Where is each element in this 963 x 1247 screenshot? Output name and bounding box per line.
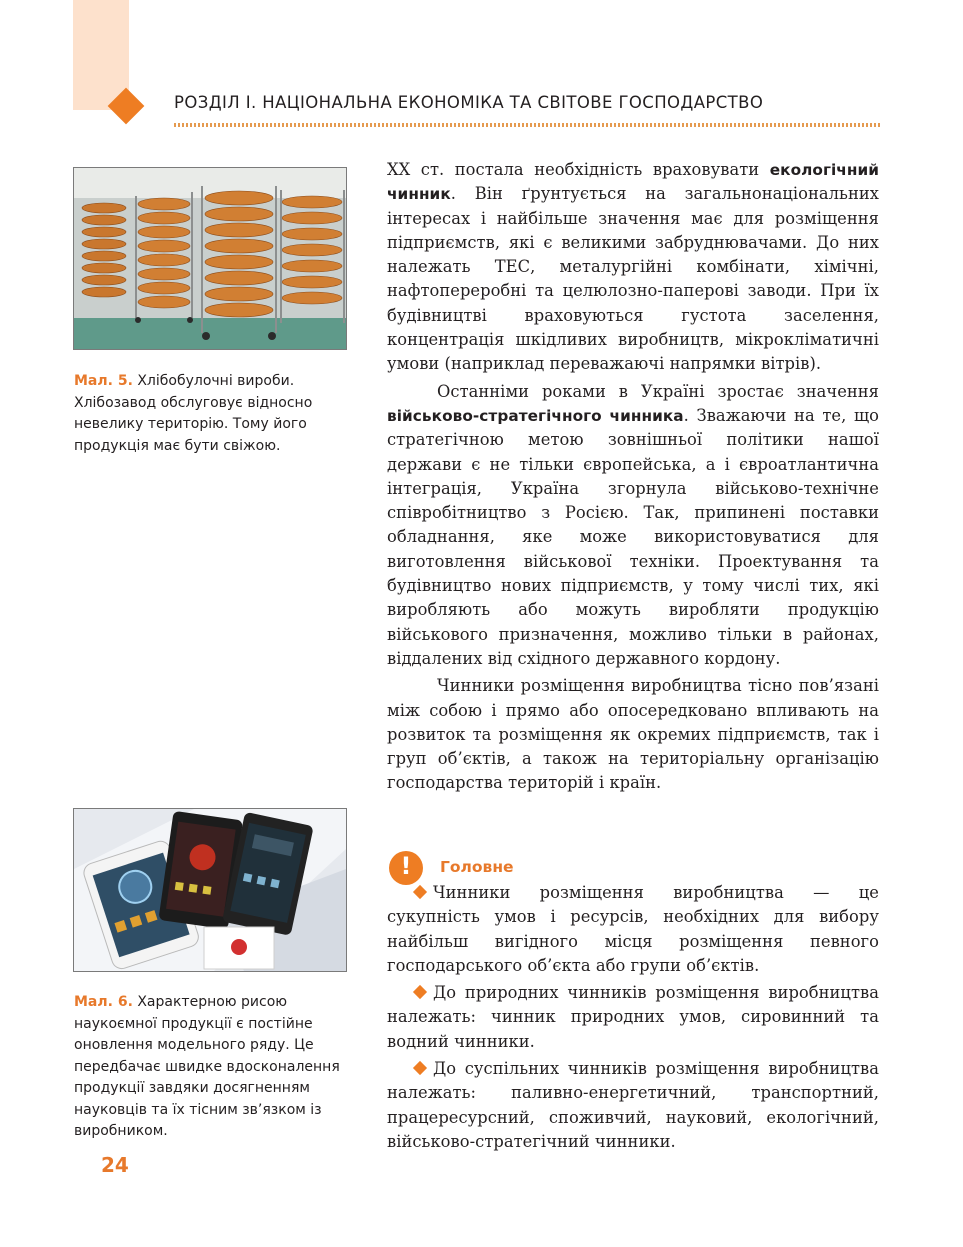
main-text	[387, 158, 879, 799]
diamond-bullet-icon	[413, 885, 427, 899]
paragraph-ecological	[387, 158, 879, 377]
key-point-text: Чинники розміщення виробництва — це сукупність умов і ресурсів, необхідних для вибору найбільш вигідного місця розміщення певного господарського об’єкта або групи об’єктів.	[387, 883, 879, 975]
key-points-title: Головне	[440, 858, 514, 876]
figure-6-label: Мал. 6.	[74, 994, 133, 1010]
paragraph-military	[387, 380, 879, 672]
figure-6-text: Характерною рисою наукоємної продукції є постійне оновлення модельного ряду. Це передбачає швидке вдосконалення продукції завдяки досягненням науковців та їх тісним зв’язком із виробником.	[74, 994, 340, 1139]
figure-5-caption	[74, 371, 346, 457]
diamond-bullet-icon	[413, 1061, 427, 1075]
figure-5-text: Хлібобулочні вироби. Хлібозавод обслуговує відносно невелику територію. Тому його продукція має бути свіжою.	[74, 373, 313, 454]
section-title: РОЗДІЛ І. НАЦІОНАЛЬНА ЕКОНОМІКА ТА СВІТОВЕ ГОСПОДАРСТВО	[174, 93, 764, 112]
figure-5-label: Мал. 5.	[74, 373, 133, 389]
paragraph-text: . Він ґрунтується на загальнонаціональних інтересах і найбільше значення має для розміщення підприємств, які є великими забруднювачами. До них належать ТЕС, металургійні комбінати, хімічні, нафтопереробні та целюлозно-паперові заводи. При їх будівництві враховуються густота заселення, концентрація шкідливих виробництв, мікрокліматичні умови (наприклад переважаючі напрямки вітрів).	[387, 184, 879, 374]
smartphones-illustration	[74, 809, 346, 971]
key-point	[387, 881, 879, 978]
paragraph-text: . Зважаючи на те, що стратегічною метою зовнішньої політики нашої держави є не тільки європейська, а і євроатлантична інтеграція, Україна згорнула військово-технічне співробітництво з Росією. Так, припинені поставки обладнання, яке може використовуватися для виготовлення військової техніки. Проектування та будівництво нових підприємств, у тому числі тих, які виробляють або можуть виробляти продукцію військового призначення, можливо тільки в районах, віддалених від східного державного кордону.	[387, 405, 880, 668]
page-number: 24	[101, 1153, 129, 1177]
key-point	[387, 1057, 879, 1154]
bread-racks-illustration	[74, 168, 346, 349]
diamond-bullet-icon	[413, 985, 427, 999]
paragraph-text: XX ст. постала необхідність враховувати	[387, 160, 770, 179]
key-points-list	[387, 881, 879, 1157]
term-ecological: екологічний чинник	[387, 161, 879, 204]
paragraph-text: Останніми роками в Україні зростає значення	[437, 381, 879, 401]
figure-6-caption	[74, 992, 346, 1143]
smartphones-photo	[73, 808, 347, 972]
key-point-text: До природних чинників розміщення виробництва належать: чинник природних умов, сировинний та водний чинники.	[387, 983, 879, 1051]
exclamation-icon	[389, 851, 423, 885]
bread-racks-photo	[73, 167, 347, 350]
key-point	[387, 981, 879, 1054]
paragraph-interrelation: Чинники розміщення виробництва тісно пов’язані між собою і прямо або опосередковано впливають на розвиток та розміщення як окремих підприємств, так і груп об’єктів, а також на територіальну організацію господарства територій і країн.	[387, 676, 879, 793]
term-military: військово-стратегічного чинника	[387, 406, 684, 425]
key-point-text: До суспільних чинників розміщення виробництва належать: паливно-енергетичний, транспортний, працересурсний, споживчий, науковий, екологічний, військово-стратегічний чинники.	[387, 1059, 879, 1151]
header-dotted-rule	[174, 123, 880, 127]
exclamation-glyph: !	[400, 852, 412, 880]
